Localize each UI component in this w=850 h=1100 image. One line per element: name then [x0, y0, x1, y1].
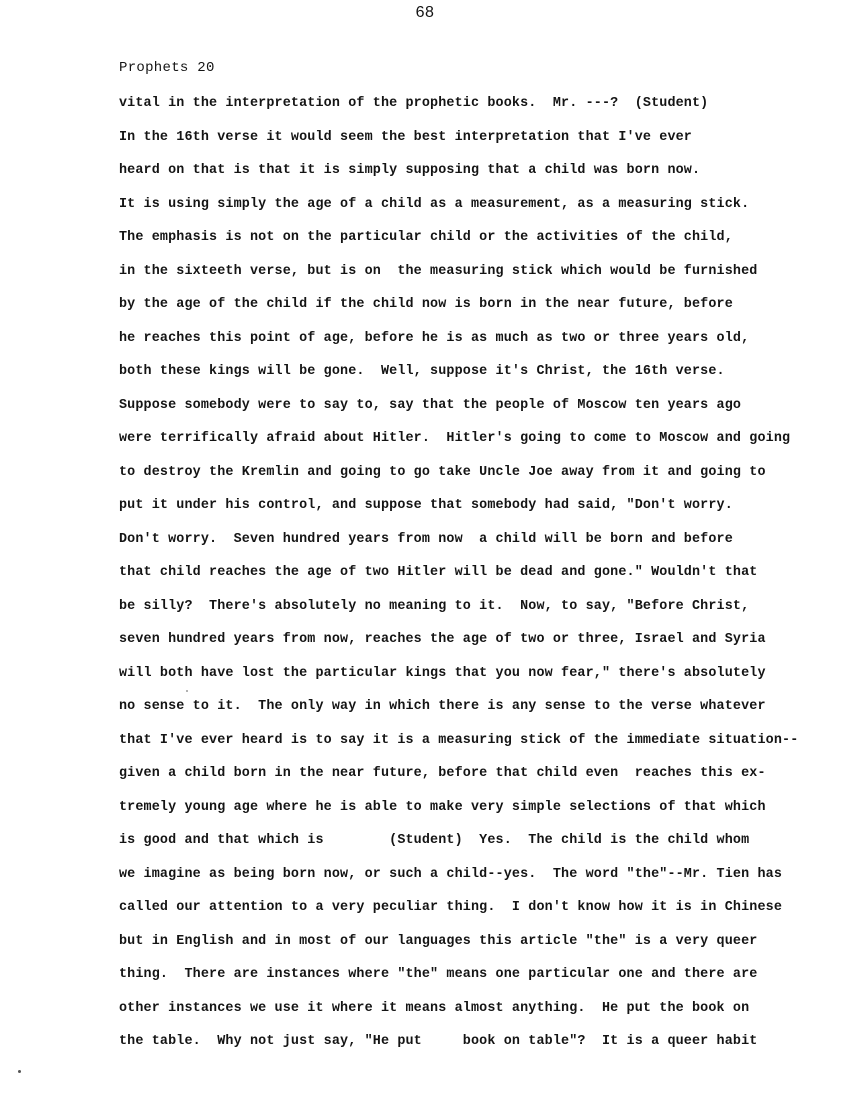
text-line: seven hundred years from now, reaches the age of two or three, Israel and Syria	[119, 632, 766, 647]
text-line: both these kings will be gone. Well, suppose it's Christ, the 16th verse.	[119, 364, 725, 379]
text-line: It is using simply the age of a child as a measurement, as a measuring stick.	[119, 196, 750, 212]
text-line: in the sixteeth verse, but is on the measuring stick which would be furnished	[119, 263, 758, 279]
text-line: be silly? There's absolutely no meaning to it. Now, to say, "Before Christ,	[119, 598, 750, 614]
margin-speck	[18, 1070, 21, 1073]
page-number: 68	[415, 4, 435, 21]
running-head: Prophets 20	[119, 60, 215, 76]
text-line: In the 16th verse it would seem the best interpretation that I've ever	[119, 129, 692, 145]
text-line: that child reaches the age of two Hitler will be dead and gone." Wouldn't that	[119, 565, 758, 580]
text-line: is good and that which is (Student) Yes. The child is the child whom	[119, 833, 750, 848]
text-line: vital in the interpretation of the prophetic books. Mr. ---? (Student)	[119, 96, 709, 111]
text-line: The emphasis is not on the particular child or the activities of the child,	[119, 230, 733, 245]
text-line: other instances we use it where it means almost anything. He put the book on	[119, 1000, 750, 1016]
text-line: he reaches this point of age, before he is as much as two or three years old,	[119, 330, 750, 346]
text-line: but in English and in most of our languages this article "the" is a very queer	[119, 933, 758, 949]
text-line: called our attention to a very peculiar thing. I don't know how it is in Chinese	[119, 900, 783, 915]
text-line: by the age of the child if the child now is born in the near future, before	[119, 297, 733, 312]
text-line: no sense to it. The only way in which there is any sense to the verse whatever	[119, 699, 766, 714]
text-line: tremely young age where he is able to make very simple selections of that which	[119, 799, 766, 815]
text-line: Suppose somebody were to say to, say that the people of Moscow ten years ago	[119, 397, 742, 413]
text-line: we imagine as being born now, or such a child--yes. The word "the"--Mr. Tien has	[119, 866, 783, 882]
text-line: heard on that is that it is simply supposing that a child was born now.	[119, 163, 701, 178]
text-line: given a child born in the near future, before that child even reaches this ex-	[119, 766, 766, 781]
text-line: the table. Why not just say, "He put book on table"? It is a queer habit	[119, 1034, 758, 1049]
text-line: put it under his control, and suppose that somebody had said, "Don't worry.	[119, 498, 733, 513]
text-line: will both have lost the particular kings that you now fear," there's absolutely	[119, 665, 766, 681]
text-line: to destroy the Kremlin and going to go take Uncle Joe away from it and going to	[119, 464, 766, 480]
text-line: were terrifically afraid about Hitler. Hitler's going to come to Moscow and going	[119, 431, 791, 446]
text-line: Don't worry. Seven hundred years from now a child will be born and before	[119, 531, 733, 547]
text-line: thing. There are instances where "the" means one particular one and there are	[119, 967, 758, 982]
body-text	[119, 94, 819, 1066]
text-line: that I've ever heard is to say it is a measuring stick of the immediate situation--	[119, 732, 799, 748]
margin-speck	[186, 690, 188, 692]
